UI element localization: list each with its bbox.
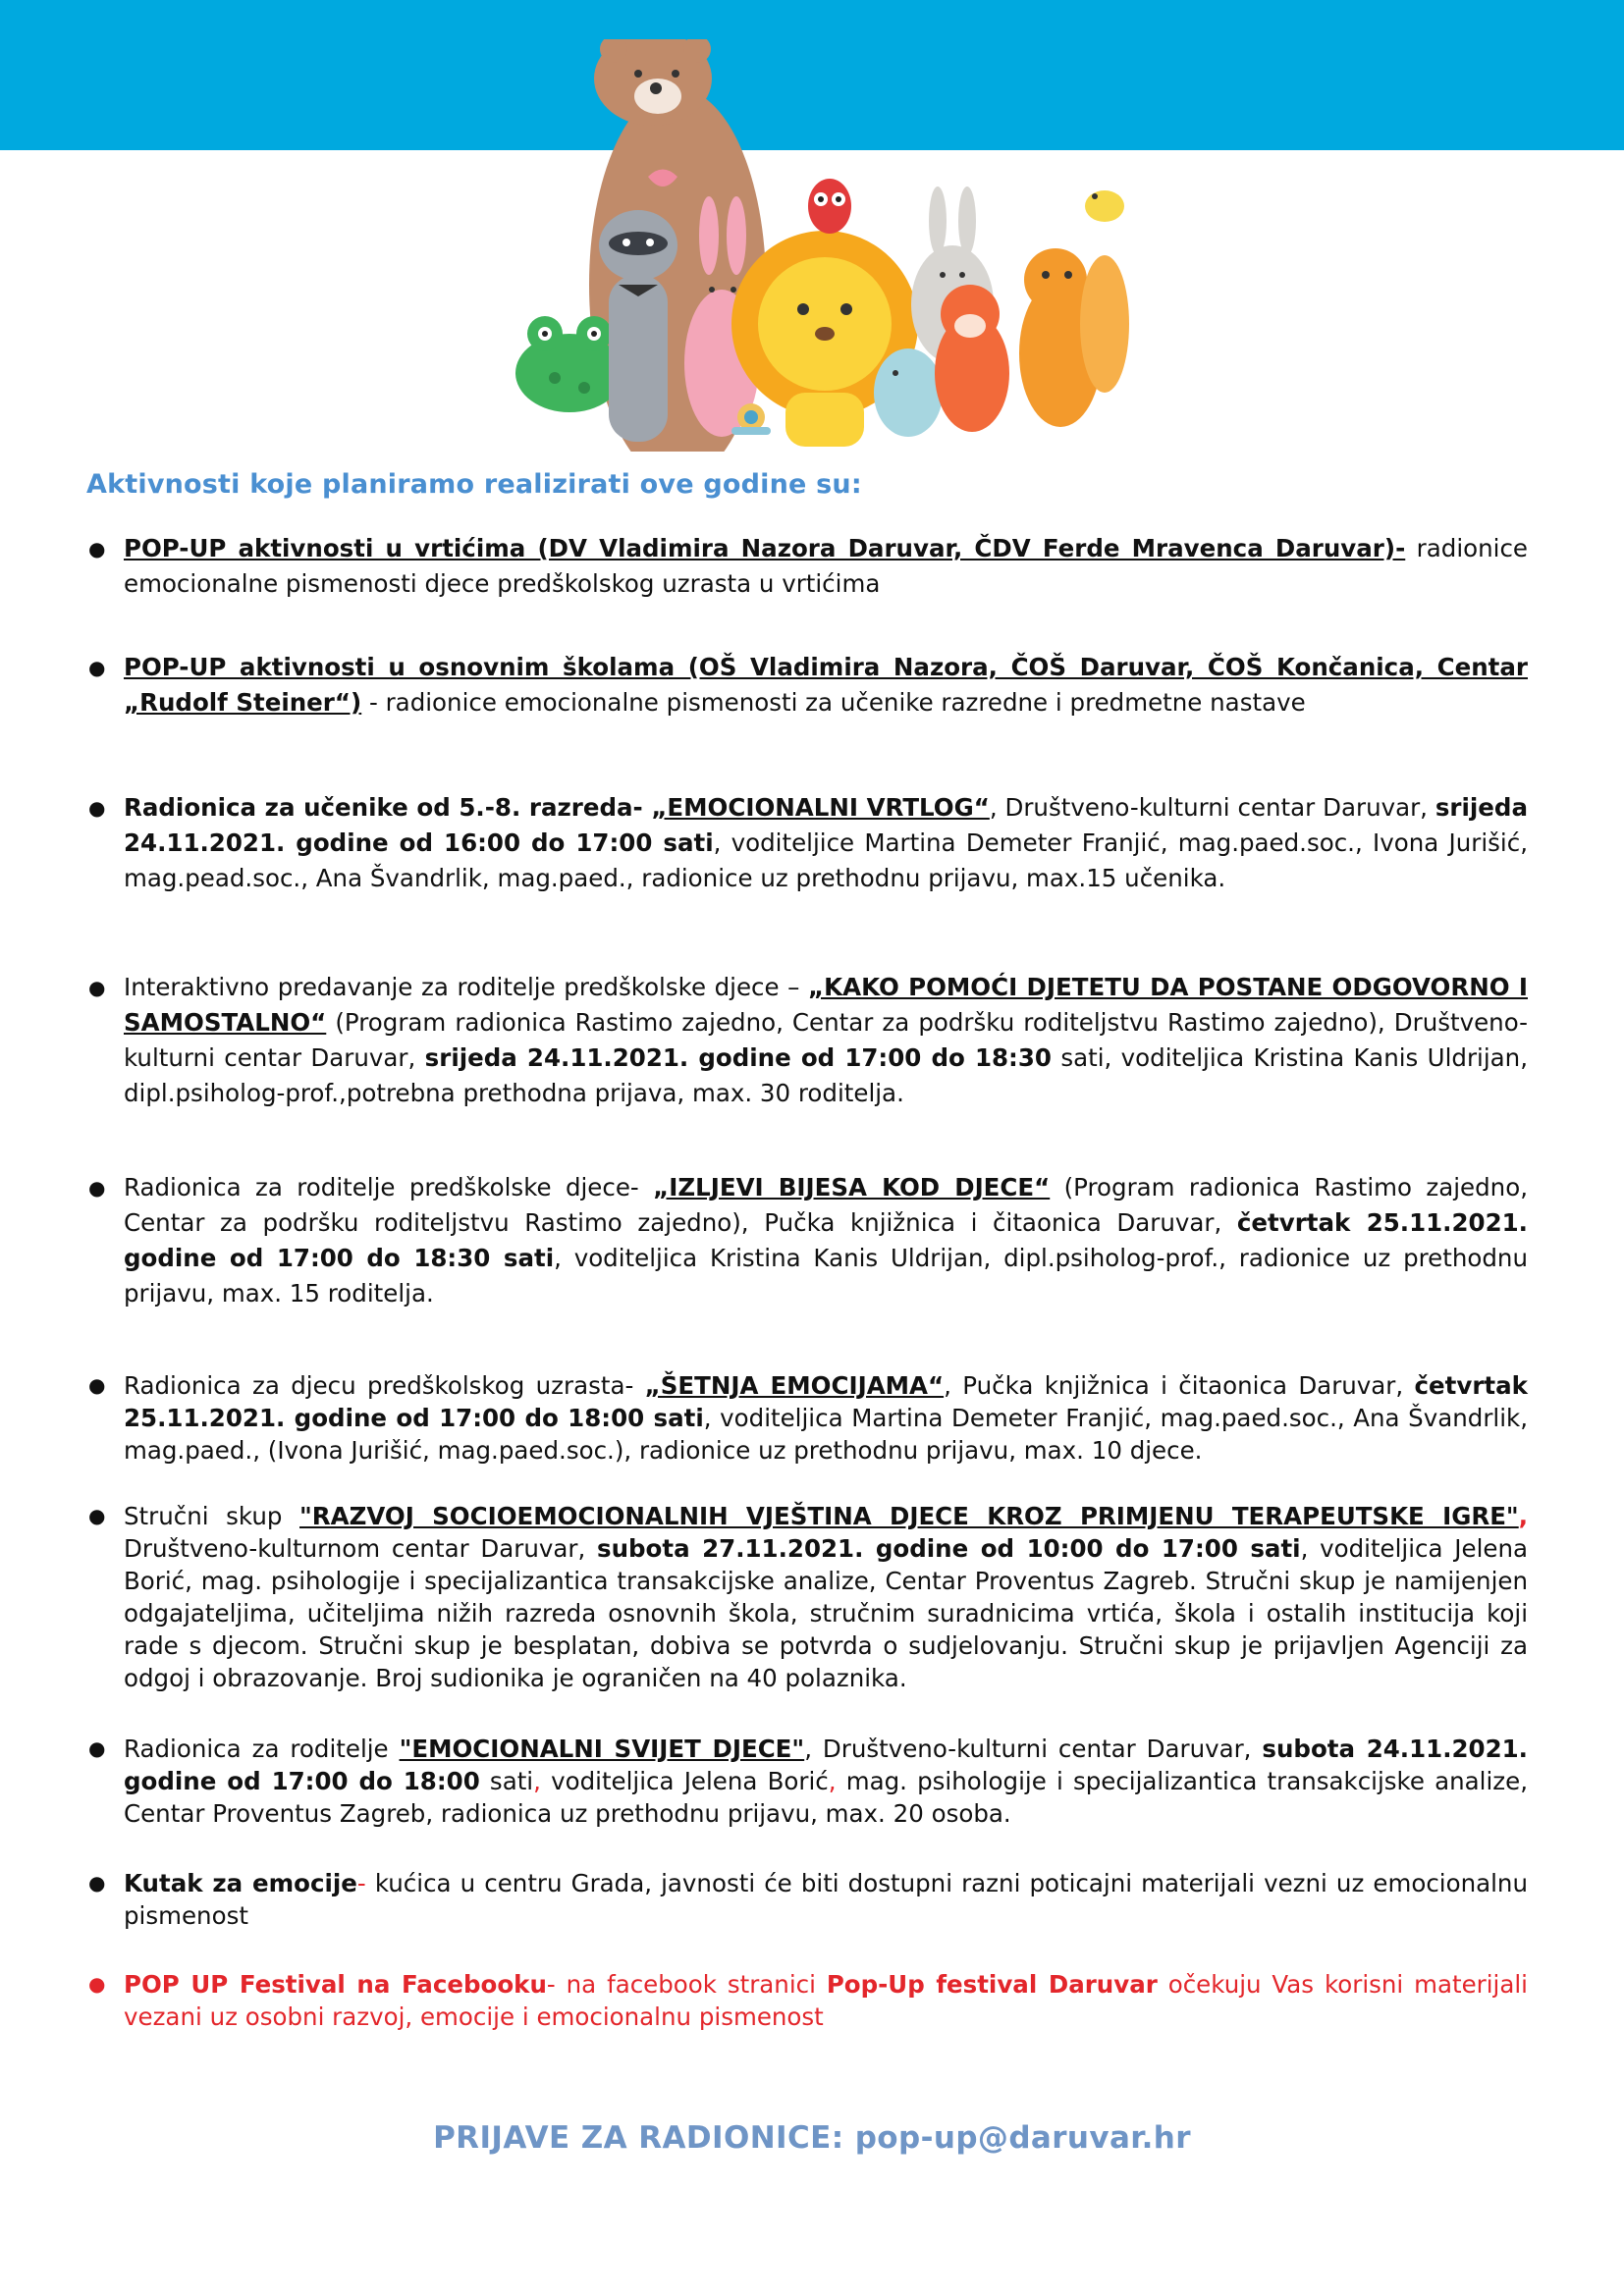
item-date: srijeda 24.11.2021. godine od 16:00 do 17:00 sati: [124, 793, 1528, 857]
list-item: [88, 970, 1528, 1111]
owl-icon: [808, 179, 851, 234]
bullet-icon: ●: [88, 1972, 106, 1996]
hedgehog-icon: [874, 348, 943, 437]
item-text: - radionice emocionalne pismenosti za učenike razredne i predmetne nastave: [361, 688, 1306, 717]
list-item: [88, 1170, 1528, 1311]
list-item: [88, 1500, 1529, 1694]
item-date: subota 24.11.2021. godine od 17:00 do 18:00: [124, 1735, 1528, 1795]
item-date: subota 27.11.2021. godine od 10:00 do 17:00 sati: [596, 1534, 1301, 1563]
item-text: radionice emocionalne pismenosti djece predškolskog uzrasta u vrtićima: [124, 534, 1528, 598]
bullet-icon: ●: [88, 976, 106, 999]
item-text: , voditeljice Martina Demeter Franjić, mag.paed.soc., Ivona Jurišić, mag.pead.soc., Ana Švandrlik, mag.paed., radionice uz prethodnu prijavu, max.15 učenika.: [124, 828, 1528, 892]
item-comma: ,: [1518, 1502, 1529, 1530]
item-title: „ŠETNJA EMOCIJAMA“: [644, 1371, 945, 1400]
item-comma: ,: [828, 1767, 837, 1795]
item-text: , voditeljica Kristina Kanis Uldrijan, dipl.psiholog-prof., radionice uz prethodnu prijavu, max. 15 roditelja.: [124, 1244, 1528, 1308]
item-text: sati, voditeljica Kristina Kanis Uldrijan, dipl.psiholog-prof.,potrebna prethodna prijava, max. 30 roditelja.: [124, 1043, 1528, 1107]
item-lead: Stručni skup: [124, 1502, 299, 1530]
bullet-icon: ●: [88, 796, 106, 820]
section-heading: Aktivnosti koje planiramo realizirati ove godine su:: [86, 469, 862, 500]
facebook-page-name: Pop-Up festival Daruvar: [826, 1970, 1158, 1999]
item-comma: ,: [533, 1767, 541, 1795]
raccoon-icon: [599, 210, 677, 442]
item-text: Društveno-kulturnom centar Daruvar,: [124, 1534, 597, 1563]
item-date: srijeda 24.11.2021. godine od 17:00 do 18:30: [424, 1043, 1052, 1072]
list-item: [88, 1867, 1528, 1932]
bullet-icon: ●: [88, 1176, 106, 1200]
item-title: "RAZVOJ SOCIOEMOCIONALNIH VJEŠTINA DJECE KROZ PRIMJENU TERAPEUTSKE IGRE": [299, 1502, 1519, 1530]
bullet-icon: ●: [88, 1373, 106, 1397]
item-title: POP UP Festival na Facebooku: [124, 1970, 547, 1999]
item-text: mag. psihologije i specijalizantica transakcijske analize, Centar Proventus Zagreb, radionica uz prethodnu prijavu, max. 20 osoba.: [124, 1767, 1529, 1828]
item-title: „EMOCIONALNI VRTLOG“: [651, 793, 990, 822]
item-text: , Pučka knjižnica i čitaonica Daruvar,: [944, 1371, 1415, 1400]
list-item: [88, 790, 1528, 896]
item-lead: Radionica za roditelje predškolske djece-: [124, 1173, 654, 1201]
item-text: , voditeljica Martina Demeter Franjić, mag.paed.soc., Ana Švandrlik, mag.paed., (Ivona Jurišić, mag.paed.soc.), radionice uz prethodnu prijavu, max. 10 djece.: [124, 1404, 1528, 1465]
item-text: - na facebook stranici: [546, 1970, 827, 1999]
registration-footer: PRIJAVE ZA RADIONICE: pop-up@daruvar.hr: [433, 2120, 1191, 2156]
item-text: sati: [479, 1767, 534, 1795]
bullet-icon: ●: [88, 656, 106, 679]
item-lead: Radionica za roditelje: [124, 1735, 400, 1763]
list-item: [88, 531, 1528, 602]
item-text: (Program radionica Rastimo zajedno, Centar za podršku roditeljstvu Rastimo zajedno), Društveno-kulturni centar Daruvar,: [124, 1008, 1528, 1072]
item-lead: Radionica za učenike od 5.-8. razreda-: [124, 793, 652, 822]
item-title: „IZLJEVI BIJESA KOD DJECE“: [653, 1173, 1051, 1201]
item-title: Kutak za emocije: [124, 1869, 357, 1897]
fox-icon: [935, 285, 1009, 432]
item-title: „KAKO POMOĆI DJETETU DA POSTANE ODGOVORNO I SAMOSTALNO“: [124, 973, 1528, 1037]
bullet-icon: ●: [88, 1504, 106, 1527]
list-item: [88, 1968, 1528, 2033]
bullet-icon: ●: [88, 1871, 106, 1895]
bullet-icon: ●: [88, 1736, 106, 1760]
list-item: [88, 1733, 1529, 1830]
bird-icon: [1085, 190, 1124, 222]
item-title: POP-UP aktivnosti u osnovnim školama (OŠ Vladimira Nazora, ČOŠ Daruvar, ČOŠ Končanica, Centar „Rudolf Steiner“): [124, 653, 1528, 717]
item-title: POP-UP aktivnosti u vrtićima (DV Vladimira Nazora Daruvar, ČDV Ferde Mravenca Daruvar)-: [124, 534, 1406, 562]
item-lead: Interaktivno predavanje za roditelje predškolske djece –: [124, 973, 809, 1001]
item-date: četvrtak 25.11.2021. godine od 17:00 do 18:30 sati: [124, 1208, 1528, 1272]
frog-icon: [515, 316, 623, 412]
item-text: kućica u centru Grada, javnosti će biti dostupni razni poticajni materijali vezni uz emocionalnu pismenost: [124, 1869, 1528, 1930]
item-lead: Radionica za djecu predškolskog uzrasta-: [124, 1371, 645, 1400]
squirrel-icon: [1019, 248, 1129, 427]
item-text: , voditeljica Jelena Borić, mag. psihologije i specijalizantica transakcijske analize, Centar Proventus Zagreb. Stručni skup je namijenjen odgajateljima, učiteljima nižih razreda osnovnih škola, stručnim suradnicima vrtića, škola i ostalih institucija koji rade s djecom. Stručni skup je besplatan, dobiva se potvrda o sudjelovanju. Stručni skup je prijavljen Agenciji za odgoj i obrazovanje. Broj sudionika je ograničen na 40 polaznika.: [124, 1534, 1528, 1692]
item-text: voditeljica Jelena Borić: [540, 1767, 829, 1795]
animals-group-illustration: [501, 39, 1149, 452]
bullet-icon: ●: [88, 537, 106, 561]
list-item: [88, 650, 1528, 721]
list-item: [88, 1369, 1528, 1467]
item-text: , Društveno-kulturni centar Daruvar,: [804, 1735, 1263, 1763]
item-text: , Društveno-kulturni centar Daruvar,: [989, 793, 1435, 822]
item-dash: -: [356, 1869, 375, 1897]
item-text: (Program radionica Rastimo zajedno, Centar za podršku roditeljstvu Rastimo zajedno), Pučka knjižnica i čitaonica Daruvar,: [124, 1173, 1528, 1237]
item-title: "EMOCIONALNI SVIJET DJECE": [399, 1735, 805, 1763]
item-date: četvrtak 25.11.2021. godine od 17:00 do 18:00 sati: [124, 1371, 1528, 1432]
item-text: očekuju Vas korisni materijali vezani uz osobni razvoj, emocije i emocionalnu pismenost: [124, 1970, 1528, 2031]
